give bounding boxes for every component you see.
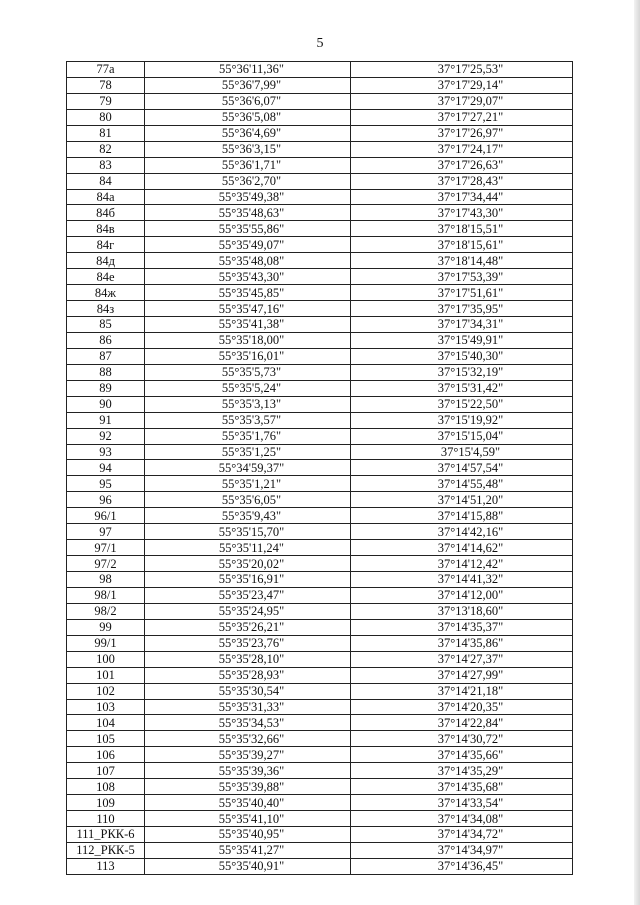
latitude-cell: 55°35'41,10": [145, 811, 351, 827]
table-row: [67, 93, 573, 109]
point-id-cell: 87: [67, 348, 145, 364]
latitude-cell: 55°35'15,70": [145, 524, 351, 540]
point-id-cell: 97/1: [67, 540, 145, 556]
longitude-cell: 37°17'29,14": [351, 77, 573, 93]
point-id-cell: 84ж: [67, 285, 145, 301]
point-id-cell: 94: [67, 460, 145, 476]
point-id-cell: 107: [67, 763, 145, 779]
latitude-cell: 55°35'23,47": [145, 587, 351, 603]
table-row: [67, 731, 573, 747]
longitude-cell: 37°14'27,37": [351, 651, 573, 667]
table-row: [67, 635, 573, 651]
point-id-cell: 81: [67, 125, 145, 141]
point-id-cell: 84г: [67, 237, 145, 253]
latitude-cell: 55°35'9,43": [145, 508, 351, 524]
point-id-cell: 92: [67, 428, 145, 444]
longitude-cell: 37°17'35,95": [351, 301, 573, 317]
longitude-cell: 37°15'19,92": [351, 412, 573, 428]
table-row: [67, 332, 573, 348]
point-id-cell: 104: [67, 715, 145, 731]
table-row: [67, 301, 573, 317]
latitude-cell: 55°35'1,76": [145, 428, 351, 444]
table-row: [67, 508, 573, 524]
longitude-cell: 37°14'34,97": [351, 842, 573, 858]
longitude-cell: 37°14'35,37": [351, 619, 573, 635]
table-row: [67, 827, 573, 843]
latitude-cell: 55°34'59,37": [145, 460, 351, 476]
point-id-cell: 98: [67, 572, 145, 588]
longitude-cell: 37°18'15,61": [351, 237, 573, 253]
point-id-cell: 111_РКК-6: [67, 827, 145, 843]
table-row: [67, 763, 573, 779]
latitude-cell: 55°35'48,08": [145, 253, 351, 269]
table-row: [67, 683, 573, 699]
point-id-cell: 80: [67, 109, 145, 125]
table-row: [67, 747, 573, 763]
table-row: [67, 380, 573, 396]
table-row: [67, 842, 573, 858]
latitude-cell: 55°36'3,15": [145, 141, 351, 157]
latitude-cell: 55°36'2,70": [145, 173, 351, 189]
table-row: [67, 619, 573, 635]
point-id-cell: 99: [67, 619, 145, 635]
longitude-cell: 37°17'51,61": [351, 285, 573, 301]
latitude-cell: 55°35'40,40": [145, 795, 351, 811]
latitude-cell: 55°35'45,85": [145, 285, 351, 301]
point-id-cell: 98/2: [67, 603, 145, 619]
latitude-cell: 55°36'11,36": [145, 62, 351, 78]
point-id-cell: 84д: [67, 253, 145, 269]
latitude-cell: 55°35'26,21": [145, 619, 351, 635]
table-row: [67, 157, 573, 173]
coordinates-table-body: [67, 62, 573, 875]
latitude-cell: 55°35'55,86": [145, 221, 351, 237]
latitude-cell: 55°35'1,25": [145, 444, 351, 460]
latitude-cell: 55°35'16,01": [145, 348, 351, 364]
point-id-cell: 79: [67, 93, 145, 109]
latitude-cell: 55°35'11,24": [145, 540, 351, 556]
latitude-cell: 55°35'5,24": [145, 380, 351, 396]
point-id-cell: 105: [67, 731, 145, 747]
point-id-cell: 82: [67, 141, 145, 157]
latitude-cell: 55°35'3,57": [145, 412, 351, 428]
latitude-cell: 55°35'41,38": [145, 317, 351, 333]
table-row: [67, 317, 573, 333]
latitude-cell: 55°35'30,54": [145, 683, 351, 699]
point-id-cell: 84в: [67, 221, 145, 237]
table-row: [67, 524, 573, 540]
point-id-cell: 96: [67, 492, 145, 508]
latitude-cell: 55°35'40,95": [145, 827, 351, 843]
longitude-cell: 37°15'32,19": [351, 364, 573, 380]
longitude-cell: 37°17'29,07": [351, 93, 573, 109]
point-id-cell: 113: [67, 858, 145, 874]
table-row: [67, 699, 573, 715]
point-id-cell: 99/1: [67, 635, 145, 651]
longitude-cell: 37°17'53,39": [351, 269, 573, 285]
longitude-cell: 37°17'27,21": [351, 109, 573, 125]
latitude-cell: 55°35'40,91": [145, 858, 351, 874]
point-id-cell: 85: [67, 317, 145, 333]
point-id-cell: 93: [67, 444, 145, 460]
point-id-cell: 100: [67, 651, 145, 667]
longitude-cell: 37°14'33,54": [351, 795, 573, 811]
table-row: [67, 587, 573, 603]
point-id-cell: 78: [67, 77, 145, 93]
table-row: [67, 492, 573, 508]
latitude-cell: 55°35'39,27": [145, 747, 351, 763]
longitude-cell: 37°15'22,50": [351, 396, 573, 412]
longitude-cell: 37°14'30,72": [351, 731, 573, 747]
longitude-cell: 37°17'34,44": [351, 189, 573, 205]
longitude-cell: 37°14'42,16": [351, 524, 573, 540]
latitude-cell: 55°35'24,95": [145, 603, 351, 619]
latitude-cell: 55°35'49,07": [145, 237, 351, 253]
latitude-cell: 55°35'28,93": [145, 667, 351, 683]
longitude-cell: 37°14'36,45": [351, 858, 573, 874]
longitude-cell: 37°14'21,18": [351, 683, 573, 699]
longitude-cell: 37°14'35,86": [351, 635, 573, 651]
longitude-cell: 37°18'15,51": [351, 221, 573, 237]
longitude-cell: 37°14'34,08": [351, 811, 573, 827]
latitude-cell: 55°35'32,66": [145, 731, 351, 747]
table-row: [67, 62, 573, 78]
table-row: [67, 540, 573, 556]
longitude-cell: 37°13'18,60": [351, 603, 573, 619]
table-row: [67, 221, 573, 237]
point-id-cell: 88: [67, 364, 145, 380]
table-row: [67, 460, 573, 476]
longitude-cell: 37°15'31,42": [351, 380, 573, 396]
table-row: [67, 444, 573, 460]
point-id-cell: 84а: [67, 189, 145, 205]
longitude-cell: 37°14'35,66": [351, 747, 573, 763]
point-id-cell: 89: [67, 380, 145, 396]
latitude-cell: 55°36'7,99": [145, 77, 351, 93]
table-row: [67, 428, 573, 444]
longitude-cell: 37°14'12,00": [351, 587, 573, 603]
longitude-cell: 37°15'4,59": [351, 444, 573, 460]
latitude-cell: 55°35'47,16": [145, 301, 351, 317]
longitude-cell: 37°14'41,32": [351, 572, 573, 588]
point-id-cell: 97: [67, 524, 145, 540]
point-id-cell: 77а: [67, 62, 145, 78]
longitude-cell: 37°14'20,35": [351, 699, 573, 715]
point-id-cell: 112_РКК-5: [67, 842, 145, 858]
latitude-cell: 55°35'6,05": [145, 492, 351, 508]
longitude-cell: 37°14'15,88": [351, 508, 573, 524]
page-number: 5: [316, 36, 324, 51]
coordinates-table: [66, 61, 573, 875]
table-row: [67, 858, 573, 874]
longitude-cell: 37°17'34,31": [351, 317, 573, 333]
latitude-cell: 55°36'6,07": [145, 93, 351, 109]
latitude-cell: 55°35'34,53": [145, 715, 351, 731]
point-id-cell: 86: [67, 332, 145, 348]
table-row: [67, 364, 573, 380]
longitude-cell: 37°14'34,72": [351, 827, 573, 843]
longitude-cell: 37°17'26,63": [351, 157, 573, 173]
table-row: [67, 603, 573, 619]
longitude-cell: 37°14'35,29": [351, 763, 573, 779]
point-id-cell: 97/2: [67, 556, 145, 572]
point-id-cell: 101: [67, 667, 145, 683]
latitude-cell: 55°35'1,21": [145, 476, 351, 492]
table-row: [67, 651, 573, 667]
table-row: [67, 205, 573, 221]
longitude-cell: 37°14'12,42": [351, 556, 573, 572]
table-row: [67, 109, 573, 125]
latitude-cell: 55°35'39,36": [145, 763, 351, 779]
latitude-cell: 55°35'23,76": [145, 635, 351, 651]
latitude-cell: 55°36'5,08": [145, 109, 351, 125]
table-row: [67, 77, 573, 93]
latitude-cell: 55°35'39,88": [145, 779, 351, 795]
table-row: [67, 348, 573, 364]
table-row: [67, 556, 573, 572]
longitude-cell: 37°14'22,84": [351, 715, 573, 731]
point-id-cell: 103: [67, 699, 145, 715]
longitude-cell: 37°17'24,17": [351, 141, 573, 157]
latitude-cell: 55°35'49,38": [145, 189, 351, 205]
table-row: [67, 412, 573, 428]
latitude-cell: 55°35'16,91": [145, 572, 351, 588]
scan-edge: [634, 0, 640, 905]
longitude-cell: 37°17'25,53": [351, 62, 573, 78]
point-id-cell: 84: [67, 173, 145, 189]
longitude-cell: 37°17'43,30": [351, 205, 573, 221]
table-row: [67, 173, 573, 189]
longitude-cell: 37°14'14,62": [351, 540, 573, 556]
table-row: [67, 396, 573, 412]
point-id-cell: 84з: [67, 301, 145, 317]
longitude-cell: 37°14'55,48": [351, 476, 573, 492]
point-id-cell: 102: [67, 683, 145, 699]
longitude-cell: 37°15'15,04": [351, 428, 573, 444]
table-row: [67, 476, 573, 492]
table-row: [67, 269, 573, 285]
table-row: [67, 237, 573, 253]
latitude-cell: 55°35'31,33": [145, 699, 351, 715]
longitude-cell: 37°14'27,99": [351, 667, 573, 683]
table-row: [67, 572, 573, 588]
latitude-cell: 55°35'3,13": [145, 396, 351, 412]
table-row: [67, 795, 573, 811]
table-row: [67, 285, 573, 301]
point-id-cell: 96/1: [67, 508, 145, 524]
point-id-cell: 90: [67, 396, 145, 412]
latitude-cell: 55°35'18,00": [145, 332, 351, 348]
longitude-cell: 37°14'35,68": [351, 779, 573, 795]
point-id-cell: 84б: [67, 205, 145, 221]
latitude-cell: 55°35'43,30": [145, 269, 351, 285]
longitude-cell: 37°15'40,30": [351, 348, 573, 364]
table-row: [67, 253, 573, 269]
point-id-cell: 109: [67, 795, 145, 811]
point-id-cell: 83: [67, 157, 145, 173]
longitude-cell: 37°14'57,54": [351, 460, 573, 476]
point-id-cell: 95: [67, 476, 145, 492]
point-id-cell: 108: [67, 779, 145, 795]
longitude-cell: 37°15'49,91": [351, 332, 573, 348]
latitude-cell: 55°35'28,10": [145, 651, 351, 667]
table-row: [67, 667, 573, 683]
point-id-cell: 91: [67, 412, 145, 428]
latitude-cell: 55°36'4,69": [145, 125, 351, 141]
latitude-cell: 55°35'20,02": [145, 556, 351, 572]
table-row: [67, 715, 573, 731]
longitude-cell: 37°18'14,48": [351, 253, 573, 269]
table-row: [67, 125, 573, 141]
longitude-cell: 37°17'26,97": [351, 125, 573, 141]
table-row: [67, 811, 573, 827]
point-id-cell: 98/1: [67, 587, 145, 603]
latitude-cell: 55°35'5,73": [145, 364, 351, 380]
point-id-cell: 106: [67, 747, 145, 763]
latitude-cell: 55°36'1,71": [145, 157, 351, 173]
table-row: [67, 141, 573, 157]
longitude-cell: 37°17'28,43": [351, 173, 573, 189]
longitude-cell: 37°14'51,20": [351, 492, 573, 508]
table-row: [67, 779, 573, 795]
point-id-cell: 110: [67, 811, 145, 827]
latitude-cell: 55°35'48,63": [145, 205, 351, 221]
point-id-cell: 84е: [67, 269, 145, 285]
table-row: [67, 189, 573, 205]
latitude-cell: 55°35'41,27": [145, 842, 351, 858]
